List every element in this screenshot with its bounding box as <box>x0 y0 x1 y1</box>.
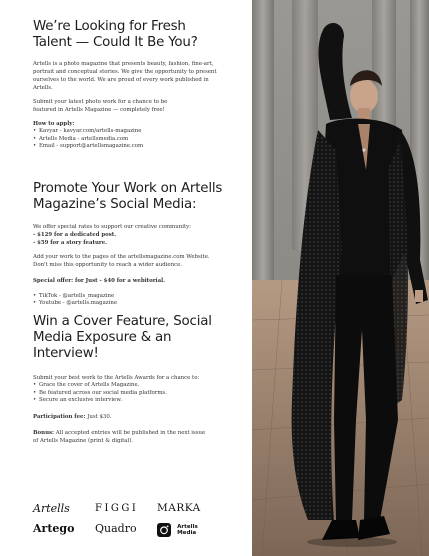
intro-line4: Artells. <box>33 85 53 91</box>
intro-line2: portrait and conceptual stories. We give the opportunity to present <box>33 69 217 75</box>
section1-title-line2: Talent — Could It Be You? <box>33 35 198 50</box>
submit-line1: Submit your latest photo work for a chance to be <box>33 99 168 105</box>
intro-paragraph <box>33 60 238 92</box>
section1-title <box>33 19 238 51</box>
artells-media-camera-icon <box>157 523 171 537</box>
section3-title <box>33 314 238 362</box>
pages-line1: Add your work to the pages of the artellsmagazine.com Website. <box>33 253 210 260</box>
pages-paragraph <box>33 253 238 269</box>
logo-figgi: FIGGI <box>95 503 139 514</box>
bonus-line1: All accepted entries will be published in the next issue <box>55 429 206 436</box>
pages-line2: Don't miss this opportunity to reach a wider audience. <box>33 261 183 268</box>
participation-fee <box>33 413 238 421</box>
partner-logos <box>33 498 238 543</box>
social-item-youtube[interactable]: • Youtube - @artells.magazine <box>33 300 238 308</box>
award-item: • Grace the cover of Artells Magazine. <box>33 382 238 390</box>
rates-intro: We offer special rates to support our creative community: <box>33 223 191 230</box>
fee-value: Just $30. <box>87 413 112 420</box>
award-item: • Be featured across our social media platforms. <box>33 390 238 398</box>
intro-line1: Artells is a photo magazine that presents beauty, fashion, fine-art, <box>33 61 214 67</box>
text-content <box>33 19 238 445</box>
howto-list <box>33 128 238 151</box>
submit-paragraph <box>33 98 238 114</box>
awards-intro: Submit your best work to the Artells Awards for a chance to: <box>33 374 200 381</box>
bonus-paragraph <box>33 429 238 445</box>
section3-title-line1: Win a Cover Feature, Social <box>33 313 212 329</box>
intro-line3: ourselves to the world. We are proud of every work published in <box>33 77 209 83</box>
howto-item[interactable]: • Email - support@artellsmagazine.com <box>33 143 238 151</box>
fee-label: Participation fee: <box>33 413 86 420</box>
social-list <box>33 293 238 308</box>
logo-quadro: Quadro <box>95 522 137 535</box>
howto-item[interactable]: • Artells Media - artellsmedia.com <box>33 136 238 144</box>
awards-list <box>33 382 238 405</box>
logo-artego: Artego <box>33 522 75 535</box>
section2-title-line1: Promote Your Work on Artells <box>33 180 223 196</box>
section1-title-line1: We’re Looking for Fresh <box>33 19 186 34</box>
howto-item[interactable]: • Kavyar - kavyar.com/artells-magazine <box>33 128 238 136</box>
artells-media-word2: Media <box>177 529 197 536</box>
logo-artells-media <box>157 519 198 538</box>
social-item-tiktok[interactable]: • TikTok - @artells_magazine <box>33 293 238 301</box>
rate-story-feature: - $59 for a story feature. <box>33 239 108 246</box>
section2-title-line2: Magazine’s Social Media: <box>33 196 197 212</box>
section2-title <box>33 181 238 213</box>
bonus-line2: of Artells Magazine (print & digital). <box>33 437 134 444</box>
howto-heading: How to apply: <box>33 121 75 127</box>
submit-line2: featured in Artells Magazine — completely free! <box>33 107 165 113</box>
special-offer: Special offer: for Just - $40 for a webitorial. <box>33 277 166 284</box>
award-item: • Secure an exclusive interview. <box>33 397 238 405</box>
logo-artells: Artells <box>33 502 70 515</box>
rates-paragraph <box>33 223 238 247</box>
logo-marka: MARKA <box>157 502 201 514</box>
section3-title-line2: Media Exposure & an Interview! <box>33 329 172 361</box>
bonus-label: Bonus: <box>33 429 55 436</box>
artells-media-word1: Artells <box>177 523 198 530</box>
fashion-photo <box>252 0 429 556</box>
rate-dedicated-post: - $129 for a dedicated post. <box>33 231 117 238</box>
